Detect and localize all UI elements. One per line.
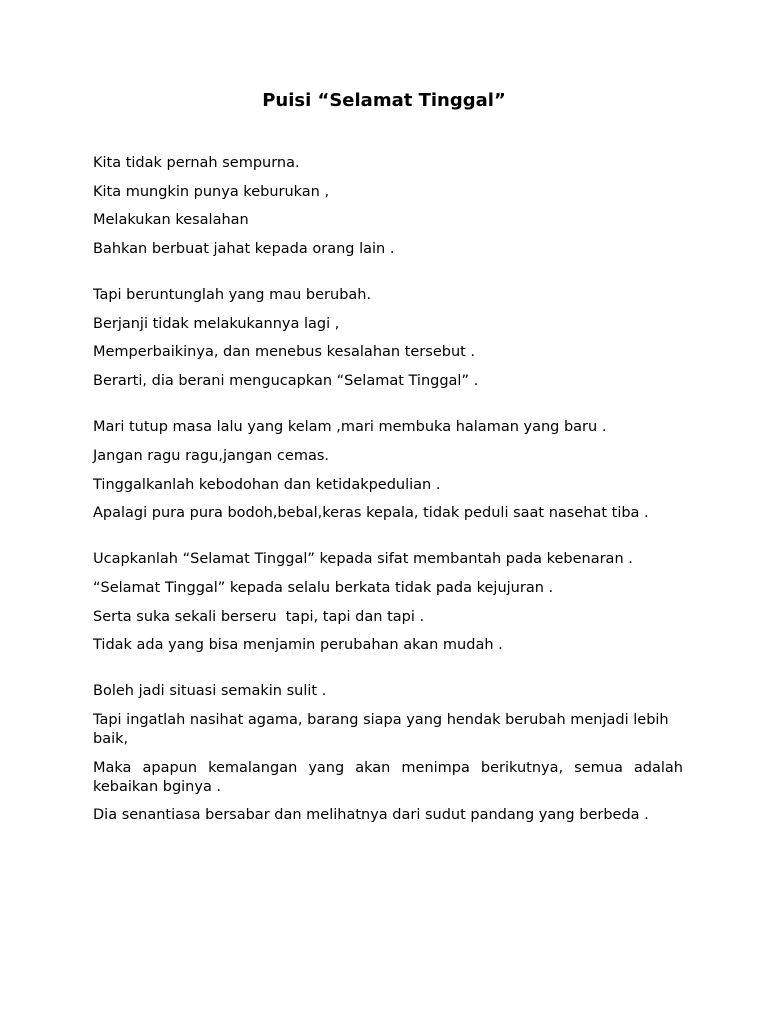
stanza-1 — [93, 154, 683, 259]
poem-line: Apalagi pura pura bodoh,bebal,keras kepala, tidak peduli saat nasehat tiba . — [93, 505, 649, 522]
poem-line: Serta suka sekali berseru tapi, tapi dan tapi . — [93, 608, 425, 625]
poem-line: Memperbaikinya, dan menebus kesalahan tersebut . — [93, 344, 476, 361]
poem-line: Kita mungkin punya keburukan , — [93, 183, 330, 200]
poem-line: Maka apapun kemalangan yang akan menimpa berikutnya, semua adalah kebaikan bginya . — [93, 759, 688, 795]
poem-line: Ucapkanlah “Selamat Tinggal” kepada sifat membantah pada kebenaran . — [93, 551, 633, 568]
stanza-2 — [93, 286, 683, 391]
poem-line: Tinggalkanlah kebodohan dan ketidakpedulian . — [93, 476, 441, 493]
poem-body — [93, 154, 688, 852]
poem-line: Tapi ingatlah nasihat agama, barang siapa yang hendak berubah menjadi lebih baik, — [93, 711, 674, 747]
stanza-5 — [93, 682, 688, 825]
stanza-4 — [93, 550, 683, 655]
poem-line: Boleh jadi situasi semakin sulit . — [93, 683, 327, 700]
stanza-3 — [93, 418, 683, 523]
poem-line: Melakukan kesalahan — [93, 212, 249, 229]
poem-line: Jangan ragu ragu,jangan cemas. — [93, 447, 330, 464]
poem-title: Puisi “Selamat Tinggal” — [262, 90, 506, 111]
poem-line: Bahkan berbuat jahat kepada orang lain . — [93, 241, 395, 258]
poem-line: Kita tidak pernah sempurna. — [93, 155, 300, 171]
poem-line: Berjanji tidak melakukannya lagi , — [93, 315, 340, 332]
poem-line: Mari tutup masa lalu yang kelam ,mari membuka halaman yang baru . — [93, 419, 607, 436]
poem-line: “Selamat Tinggal” kepada selalu berkata tidak pada kejujuran . — [93, 579, 554, 596]
poem-line: Tapi beruntunglah yang mau berubah. — [93, 287, 372, 304]
poem-line: Dia senantiasa bersabar dan melihatnya dari sudut pandang yang berbeda . — [93, 807, 649, 824]
poem-line: Tidak ada yang bisa menjamin perubahan akan mudah . — [93, 637, 503, 654]
poem-line: Berarti, dia berani mengucapkan “Selamat Tinggal” . — [93, 373, 479, 390]
